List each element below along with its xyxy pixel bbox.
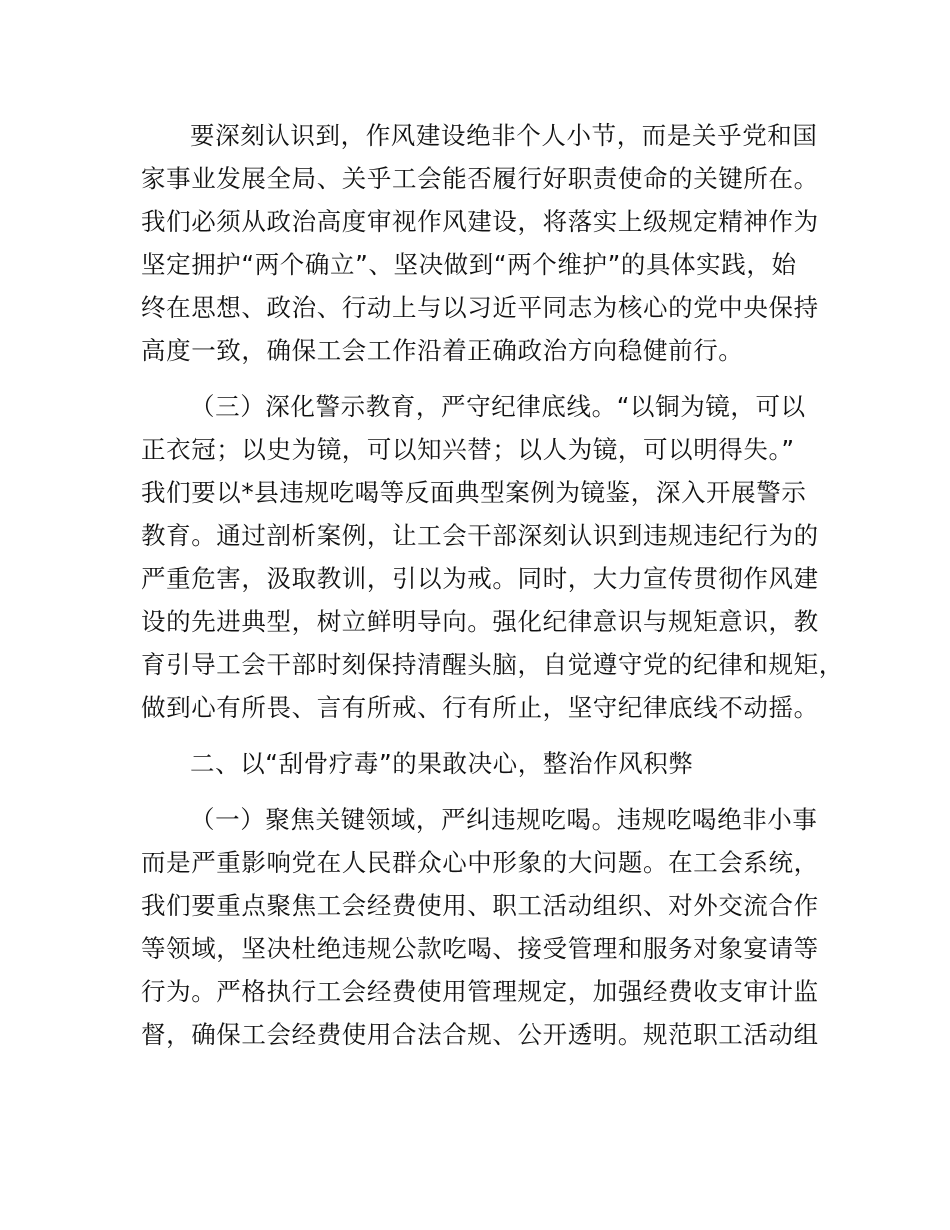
paragraph-2-line-8: 做到心有所畏、言有所戒、行有所止，坚守纪律底线不动摇。 (141, 693, 819, 722)
paragraph-2-line-4: 教育。通过剖析案例，让工会干部深刻认识到违规违纪行为的 (141, 521, 819, 550)
subsection-1-heading-line: （一）聚焦关键领域，严纠违规吃喝。违规吃喝绝非小事 (190, 805, 818, 834)
section-3-heading-line: （三）深化警示教育，严守纪律底线。“以铜为镜，可以 (190, 392, 806, 421)
paragraph-1-line-4: 坚定拥护“两个确立”、坚决做到“两个维护”的具体实践，始 (141, 250, 797, 279)
paragraph-1-line-3: 我们必须从政治高度审视作风建设，将落实上级规定精神作为 (141, 207, 819, 236)
paragraph-3-line-5: 行为。严格执行工会经费使用管理规定，加强经费收支审计监 (141, 977, 819, 1006)
paragraph-1-line-6: 高度一致，确保工会工作沿着正确政治方向稳健前行。 (141, 336, 744, 365)
paragraph-2-line-3: 我们要以*县违规吃喝等反面典型案例为镜鉴，深入开展警示 (141, 478, 807, 507)
paragraph-1-line-5: 终在思想、政治、行动上与以习近平同志为核心的党中央保持 (141, 293, 819, 322)
paragraph-2-line-2: 正衣冠；以史为镜，可以知兴替；以人为镜，可以明得失。” (141, 435, 795, 464)
paragraph-3-line-2: 而是严重影响党在人民群众心中形象的大问题。在工会系统， (141, 848, 819, 877)
paragraph-2-line-6: 设的先进典型，树立鲜明导向。强化纪律意识与规矩意识，教 (141, 607, 819, 636)
paragraph-2-line-7: 育引导工会干部时刻保持清醒头脑，自觉遵守党的纪律和规矩， (141, 650, 844, 679)
paragraph-1-line-2: 家事业发展全局、关乎工会能否履行好职责使命的关键所在。 (141, 164, 819, 193)
section-heading-two: 二、以“刮骨疗毒”的果敢决心，整治作风积弊 (190, 749, 694, 778)
paragraph-1-line-1: 要深刻认识到，作风建设绝非个人小节，而是关乎党和国 (190, 121, 818, 150)
paragraph-2-line-5: 严重危害，汲取教训，引以为戒。同时，大力宣传贯彻作风建 (141, 564, 819, 593)
paragraph-3-line-4: 等领域，坚决杜绝违规公款吃喝、接受管理和服务对象宴请等 (141, 934, 819, 963)
paragraph-3-line-6: 督，确保工会经费使用合法合规、公开透明。规范职工活动组 (141, 1020, 819, 1049)
paragraph-3-line-3: 我们要重点聚焦工会经费使用、职工活动组织、对外交流合作 (141, 891, 819, 920)
